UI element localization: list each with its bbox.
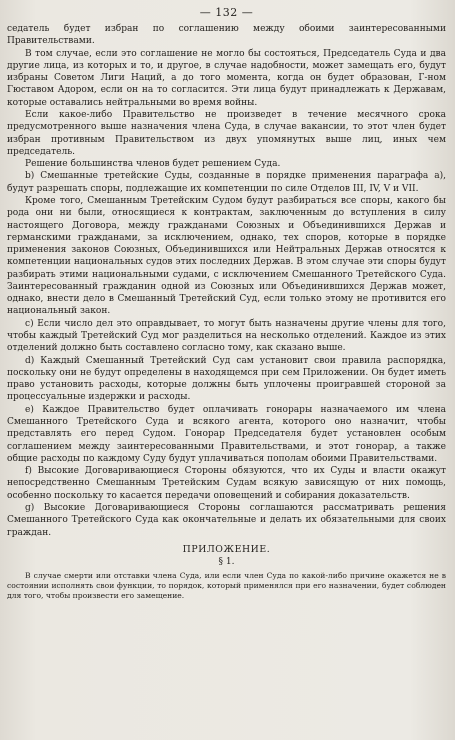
page-number: — 132 — [199,6,254,19]
paragraph: Кроме того, Смешанным Третейским Судом будут разбираться все споры, какого бы рода они ни были, относящиеся к контрактам, заключенным до вступления в силу настоящего Договора, между гражданами Союзных и Объединившихся Держав и германскими гражданами, за исключением, однако, тех споров, которые в порядке применения законов Союзных, Объединившихся или Нейтральных Держав относятся к компетенции национальных судов этих последних Держав. В этом случае эти споры будут разбирать этими национальными судами, с исключением Смешанного Третейского Суда. Заинтересованный гражданин одной из Союзных или Объединившихся Держав может, однако, внести дело в Смешанный Третейский Суд, если только этому не противится его национальный закон. [7,195,446,317]
paragraph-clause-f: f) Высокие Договаривающиеся Стороны обязуются, что их Суды и власти окажут непосредственно Смешанным Третейским Судам всякую зависящую от них помощь, особенно поскольку то касается передачи оповещений и собирания доказательств. [7,466,446,501]
paragraph-clause-d: d) Каждый Смешанный Третейский Суд сам установит свои правила распорядка, поскольку они не будут определены в находящемся при сем Приложении. Он будет иметь право установить расходы, которые должны быть уплочены проигравшей стороной за процессуальные издержки и расходы. [7,355,446,403]
section-mark: § 1. [218,556,235,567]
document-body [7,23,446,539]
paragraph-clause-b: b) Смешанные третейские Суды, созданные в порядке применения параграфа a), будут разрешать споры, подлежащие их компетенции по силе Отделов III, IV, V и VII. [7,171,446,194]
paragraph-clause-c: c) Если число дел это оправдывает, то могут быть назначены другие члены для того, чтобы каждый Третейский Суд мог разделиться на несколько отделений. Каждое из этих отделений должно быть составлено согласно тому, как сказано выше. [7,318,446,354]
paragraph: седатель будет избран по соглашению между обоими заинтересованными Правительствами. [7,24,446,47]
paragraph-clause-g: g) Высокие Договаривающиеся Стороны соглашаются рассматривать решения Смешанного Третейского Суда как окончательные и делать их обязательными для своих граждан. [7,502,446,538]
paragraph: В том случае, если это соглашение не могло бы состояться, Председатель Суда и два другие лица, из которых и то, и другое, в случае надобности, может замещать его, будут избраны Советом Лиги Наций, а до того момента, когда он будет образован, Г-ном Гюставом Адором, если он на то согласится. Эти лица будут принадлежать к Державам, которые оставались нейтральными во время войны. [7,48,446,108]
paragraph: Если какое-либо Правительство не произведет в течение месячного срока предусмотренного выше назначения члена Суда, в случае вакансии, то этот член будет избран противным Правительством из двух упомянутых выше лиц, иных чем председатель. [7,109,446,157]
appendix-title: ПРИЛОЖЕНИЕ. [182,543,271,555]
appendix-paragraph: В случае смерти или отставки члена Суда, или если член Суда по какой-либо причине окажется не в состоянии исполнять свои функции, то порядок, который применялся при его назначении, будет соблюден для того, чтобы произвести его замещение. [7,570,446,601]
paragraph-clause-e: e) Каждое Правительство будет оплачивать гонорары назначаемого им члена Смешанного Третейского Суда и всякого агента, которого оно назначит, чтобы представлять его перед Судом. Гонорар Председателя будет установлен особым соглашением между заинтересованными Правительствами, и этот гонорар, а также общие расходы по каждому Суду будут уплачиваться пополам обоими Правительствами. [7,404,446,464]
paragraph: Решение большинства членов будет решением Суда. [25,159,281,170]
